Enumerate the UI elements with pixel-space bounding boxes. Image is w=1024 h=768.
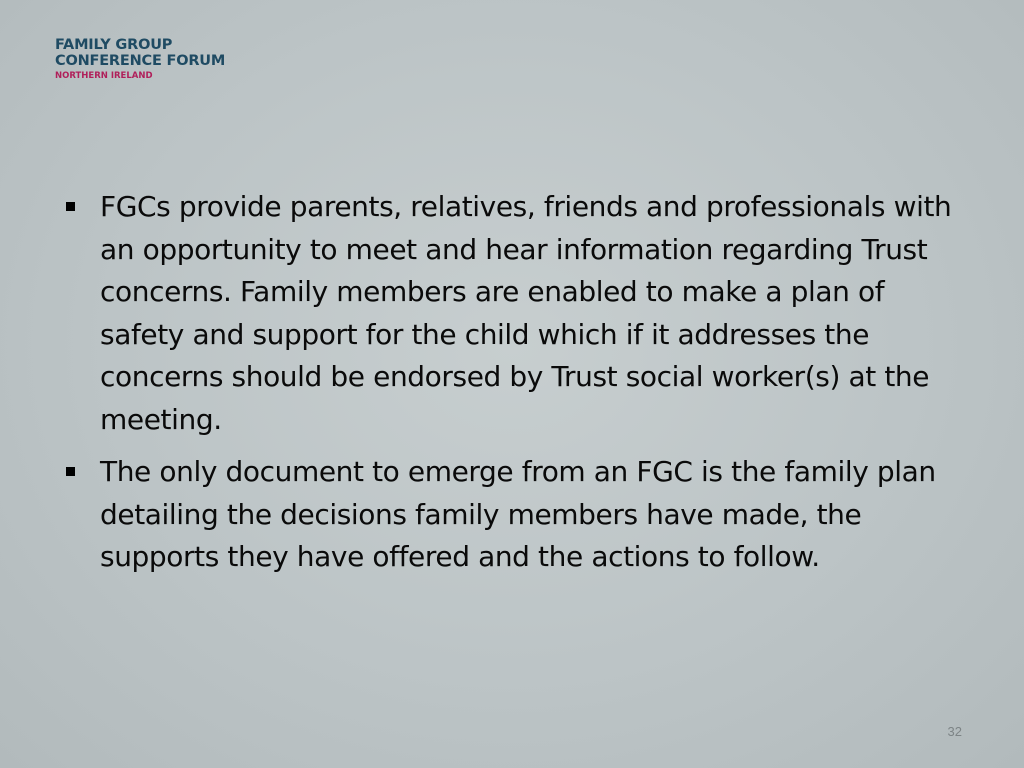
logo-text-line-1: FAMILY GROUP [55, 37, 173, 53]
bullet-item [64, 451, 964, 579]
slide-body [64, 186, 964, 589]
slide-number: 32 [947, 724, 962, 739]
logo-subtitle: NORTHERN IRELAND [55, 71, 153, 81]
bullet-text: The only document to emerge from an FGC is the family plan detailing the decisions family members have made, the supports they have offered and the actions to follow. [100, 455, 936, 573]
bullet-text: FGCs provide parents, relatives, friends and professionals with an opportunity to meet and hear information regarding Trust concerns. Family members are enabled to make a plan of safety and support for the child which if it addresses the concerns should be endorsed by Trust social worker(s) at the meeting. [100, 190, 952, 436]
square-bullet-icon [66, 202, 75, 211]
bullet-list [64, 186, 964, 579]
organization-logo [55, 37, 225, 82]
square-bullet-icon [66, 467, 75, 476]
logo-text-line-2: CONFERENCE FORUM [55, 53, 226, 69]
bullet-item [64, 186, 964, 441]
